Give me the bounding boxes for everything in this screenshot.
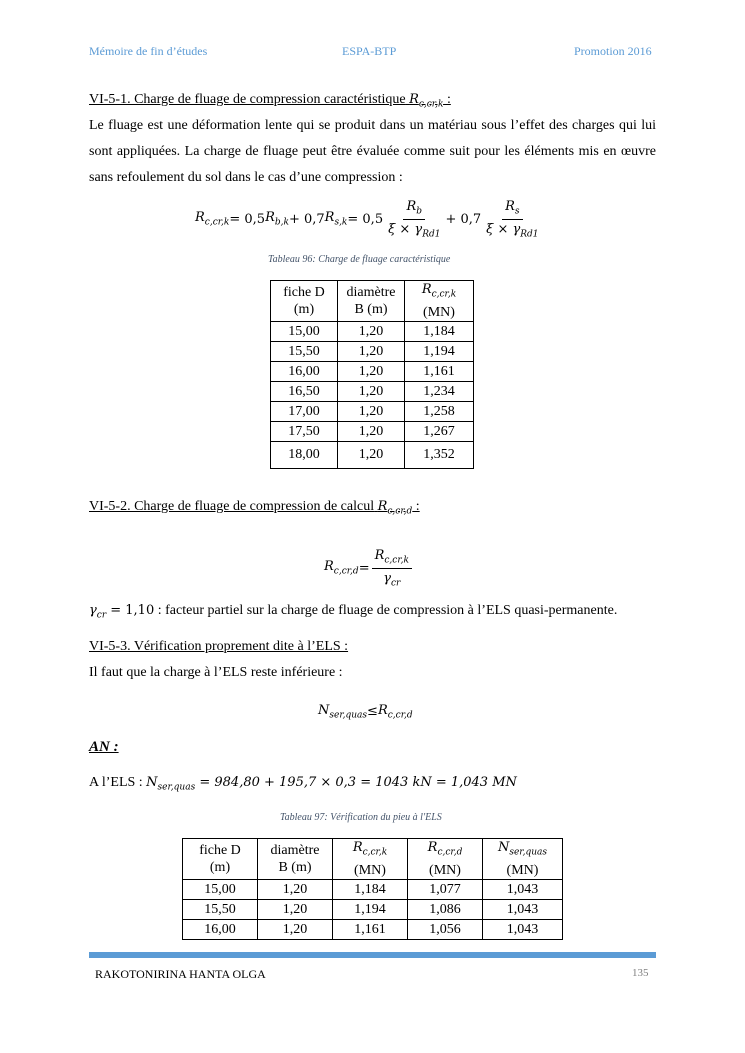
table-cell: 1,20 [338,341,405,361]
table-cell: 17,50 [271,421,338,441]
col-rcrd: $R_{c,cr,d}$ (MN) [408,839,483,880]
table-row [271,341,474,361]
col-fiche: fiche D (m) [271,281,338,322]
table-cell: 1,086 [408,899,483,919]
table-cell: 1,20 [338,441,405,468]
table-cell: 1,043 [483,919,563,939]
table-row [271,401,474,421]
table-cell: 1,184 [405,321,474,341]
table-row [271,421,474,441]
table-cell: 16,50 [271,381,338,401]
table-cell: 1,20 [258,899,333,919]
section1-title: VI-5-1. Charge de fluage de compression caractéristique $R_{c,cr,k}$ : [89,92,451,110]
table-row [271,361,474,381]
table97 [182,838,563,940]
col-fiche: fiche D (m) [183,839,258,880]
col-diametre: diamètre B (m) [258,839,333,880]
section1-title-symbol: $R_{c,cr,k}$ [409,92,444,110]
table-cell: 1,20 [258,919,333,939]
formula-rcrd: $R_{c,cr,d}$ = $\frac{R_{c,cr,k}}{\gamma_{cr}}$ [324,548,414,588]
table-cell: 18,00 [271,441,338,468]
table-row [271,321,474,341]
table-cell: 1,258 [405,401,474,421]
section3-text: Il faut que la charge à l’ELS reste inférieure : [89,665,343,680]
table-cell: 1,20 [338,381,405,401]
table-cell: 15,00 [183,879,258,899]
table-cell: 16,00 [271,361,338,381]
table96 [270,280,474,469]
col-diametre: diamètre B (m) [338,281,405,322]
table-cell: 15,50 [183,899,258,919]
section3-title: VI-5-3. Vérification proprement dite à l’ELS : [89,639,349,654]
col-nserquas: $N_{ser,quas}$ (MN) [483,839,563,880]
table-cell: 1,267 [405,421,474,441]
table-cell: 1,056 [408,919,483,939]
table-cell: 1,043 [483,899,563,919]
table-cell: 1,161 [405,361,474,381]
table-cell: 1,043 [483,879,563,899]
formula-rcrk: $R_{c,cr,k}$ = 0,5 $R_{b,k}$ + 0,7 $R_{s,k}$ = 0,5 $\frac{R_b}{\xi \times \gamma_{Rd1}}$ + 0,7 $\frac{R_s}{\xi \times \gamma_{Rd1}}$ [195,199,539,240]
table-cell: 1,20 [258,879,333,899]
table-cell: 17,00 [271,401,338,421]
table-row [271,441,474,468]
els-calculation: A l’ELS : $N_{ser,quas} = 984,80 + 195,7 \times 0,3 = 1043$ kN = 1,043 MN [89,775,517,793]
table97-caption: Tableau 97: Vérification du pieu à l'ELS [280,812,442,823]
table-cell: 1,184 [333,879,408,899]
footer-author: RAKOTONIRINA HANTA OLGA [95,967,266,981]
gamma-definition: $\gamma_{cr} = 1,10$ : facteur partiel sur la charge de fluage de compression à l’ELS quasi-permanente. [89,603,618,621]
table-cell: 15,50 [271,341,338,361]
header-left: Mémoire de fin d’études [89,44,208,58]
table-cell: 1,194 [333,899,408,919]
section2-title-symbol: $R_{c,cr,d}$ [377,499,413,517]
table-cell: 1,20 [338,401,405,421]
table-row [183,879,563,899]
table-cell: 1,352 [405,441,474,468]
table-cell: 1,20 [338,321,405,341]
table-cell: 1,194 [405,341,474,361]
table97-header-row [183,839,563,880]
an-label: AN : [89,739,119,755]
table-cell: 1,20 [338,421,405,441]
table-cell: 16,00 [183,919,258,939]
header-center: ESPA-BTP [342,44,397,58]
page-number: 135 [632,967,649,979]
formula-verification: $N_{ser,quas}$ ≤ $R_{c,cr,d}$ [318,703,413,721]
table-cell: 1,234 [405,381,474,401]
table-cell: 1,20 [338,361,405,381]
section1-paragraph: Le fluage est une déformation lente qui se produit dans un matériau sous l’effet des charges qui lui sont appliquées. La charge de fluage peut être évaluée comme suit pour les éléments mis en œuvre sans refoulement du sol dans le cas d’une compression : [89,118,656,185]
footer-divider [89,952,656,958]
table-cell: 1,077 [408,879,483,899]
table-cell: 15,00 [271,321,338,341]
table-row [183,919,563,939]
header-right: Promotion 2016 [574,44,652,58]
col-rcrk: $R_{c,cr,k}$ (MN) [333,839,408,880]
col-rcrk: $R_{c,cr,k}$ (MN) [405,281,474,322]
table96-header-row [271,281,474,322]
table-cell: 1,161 [333,919,408,939]
table-row [271,381,474,401]
section2-title: VI-5-2. Charge de fluage de compression de calcul $R_{c,cr,d}$ : [89,499,420,517]
table-row [183,899,563,919]
table96-caption: Tableau 96: Charge de fluage caractéristique [268,254,451,265]
